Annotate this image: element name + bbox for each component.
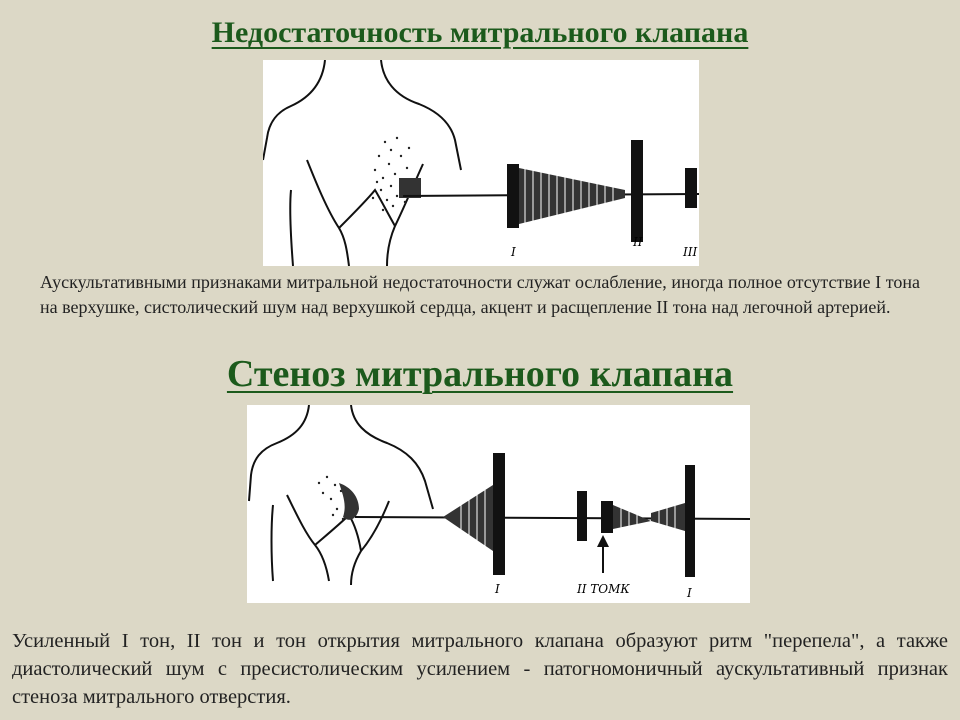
sound-III-bar	[685, 168, 697, 208]
opening-snap-bar	[601, 501, 613, 533]
mitral-stenosis-description: Усиленный I тон, II тон и тон открытия митрального клапана образуют ритм "перепела", а также диастолический шум с пресистолическим усилением - патогномоничный аускультативный признак стеноза митрального отверстия.	[12, 630, 948, 708]
systolic-murmur	[519, 168, 625, 224]
sound-II-bar	[631, 140, 643, 242]
sound-I-bar	[493, 453, 505, 575]
label-II: II	[633, 235, 643, 249]
label-III: III	[683, 245, 698, 259]
section-title-mitral-insufficiency: Недостаточность митрального клапана	[211, 16, 749, 49]
arrow-up-icon	[597, 535, 609, 547]
murmur-shading	[318, 476, 359, 520]
torso-outline	[249, 405, 433, 585]
murmur-shading	[372, 137, 421, 211]
label-I: I	[511, 245, 516, 259]
label-II-omk: II ТОМК	[577, 582, 630, 596]
phonocardiogram-mitral-stenosis	[247, 405, 750, 603]
label-I: I	[495, 582, 500, 596]
phonocardiogram-mitral-insufficiency	[263, 60, 699, 266]
torso-outline	[263, 60, 461, 266]
mitral-insufficiency-description: Аускультативными признаками митральной недостаточности служат ослабление, иногда полное отсутствие I тона на верхушке, систолический шум над верхушкой сердца, акцент и расщепление II тона над легочной артерией.	[40, 272, 920, 317]
sound-II-bar	[577, 491, 587, 541]
phonocardiogram-diagram	[263, 60, 699, 266]
section-title-mitral-stenosis: Стеноз митрального клапана	[226, 353, 734, 395]
diastolic-murmur	[613, 503, 685, 531]
sound-I-second-bar	[685, 465, 695, 577]
phonocardiogram-diagram	[247, 405, 750, 603]
sound-I-bar	[507, 164, 519, 228]
label-I-second: I	[687, 586, 692, 600]
